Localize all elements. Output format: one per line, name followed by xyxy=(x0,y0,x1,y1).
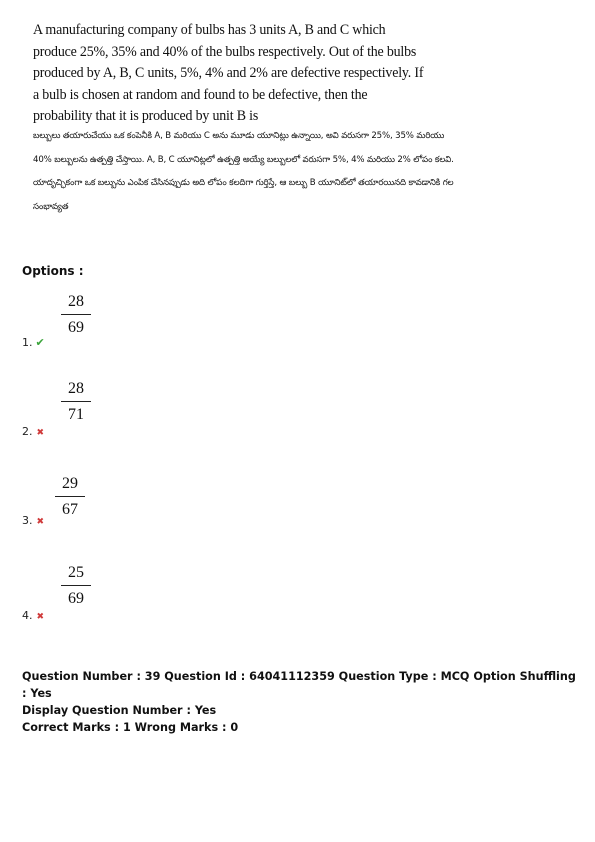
option-2-number: 2. xyxy=(22,425,33,438)
option-4-denominator: 69 xyxy=(68,590,84,607)
fraction-bar xyxy=(61,585,91,586)
option-1-number: 1. xyxy=(22,336,33,349)
cross-icon: ✖ xyxy=(36,612,45,622)
cross-icon: ✖ xyxy=(36,428,45,438)
option-3-fraction xyxy=(53,474,87,520)
question-metadata xyxy=(22,668,582,736)
option-3[interactable] xyxy=(22,474,222,534)
option-3-numerator: 29 xyxy=(62,475,78,492)
option-4-label xyxy=(22,609,44,622)
fraction-bar xyxy=(61,401,91,402)
option-3-number: 3. xyxy=(22,514,33,527)
metadata-line-1: Question Number : 39 Question Id : 64041112359 Question Type : MCQ Option Shuffling : Yes xyxy=(22,670,576,700)
question-text-telugu: బల్బులు తయారుచేయు ఒక కంపెనీకి A, B మరియు C అను మూడు యూనిట్లు ఉన్నాయి, అవి వరుసగా 25%, 35% మరియు 40% బల్బులను ఉత్పత్తి చేస్తాయి. A, B, C యూనిట్లలో ఉత్పత్తి అయ్యే బల్బులలో వరుసగా 5%, 4% మరియు 2% లోపం కలవి. యాదృచ్ఛికంగా ఒక బల్బును ఎంపిక చేసినప్పుడు అది లోపం కలదిగా గుర్తిస్తే, ఆ బల్బు B యూనిట్‌లో తయారయినది కావడానికి గల సంభావ్యత xyxy=(33,131,454,212)
option-3-label xyxy=(22,514,44,527)
option-4-numerator: 25 xyxy=(68,564,84,581)
option-4-fraction xyxy=(59,563,93,609)
metadata-line-3: Correct Marks : 1 Wrong Marks : 0 xyxy=(22,721,239,734)
option-2-denominator: 71 xyxy=(68,406,84,423)
option-4[interactable] xyxy=(22,563,222,623)
option-2[interactable] xyxy=(22,379,222,439)
options-label: Options : xyxy=(22,264,84,278)
option-2-label xyxy=(22,425,44,438)
option-1[interactable] xyxy=(22,292,222,352)
metadata-line-2: Display Question Number : Yes xyxy=(22,704,217,717)
option-1-numerator: 28 xyxy=(68,293,84,310)
option-2-numerator: 28 xyxy=(68,380,84,397)
option-2-fraction xyxy=(59,379,93,425)
option-4-number: 4. xyxy=(22,609,33,622)
question-text-english: A manufacturing company of bulbs has 3 units A, B and C which produce 25%, 35% and 40% of the bulbs respectively. Out of the bulbs produced by A, B, C units, 5%, 4% and 2% are defective respectively. If a bulb is chosen at random and found to be defective, then the probability that it is produced by unit B is xyxy=(33,22,424,124)
fraction-bar xyxy=(61,314,91,315)
option-1-denominator: 69 xyxy=(68,319,84,336)
option-1-label xyxy=(22,336,45,349)
fraction-bar xyxy=(55,496,85,497)
cross-icon: ✖ xyxy=(36,517,45,527)
check-icon: ✔ xyxy=(35,336,45,349)
option-3-denominator: 67 xyxy=(62,501,78,518)
option-1-fraction xyxy=(59,292,93,338)
